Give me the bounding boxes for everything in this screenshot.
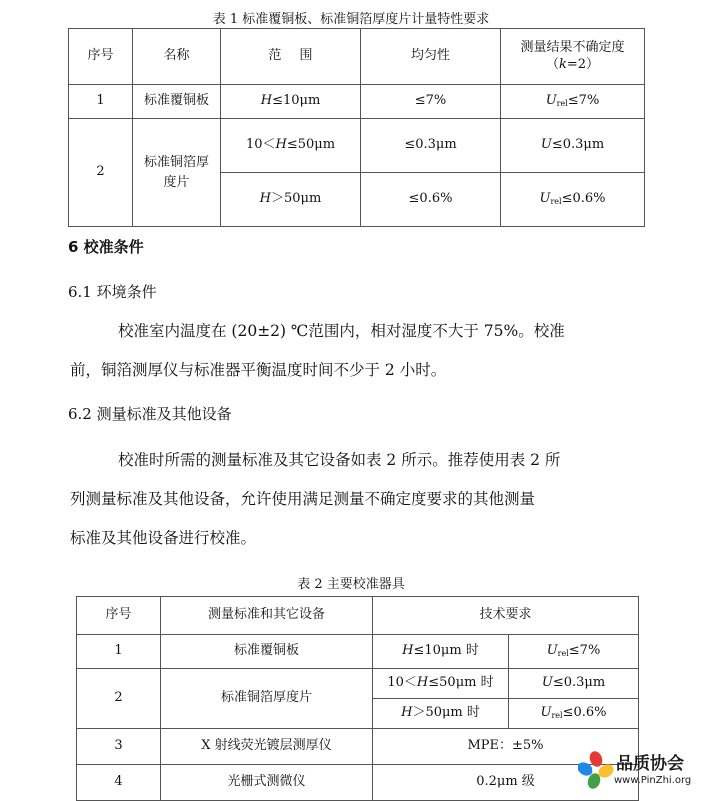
paragraph-line: 校准时所需的测量标准及其它设备如表 2 所示。推荐使用表 2 所: [118, 451, 561, 469]
row-uncertainty: U≤0.3μm: [501, 119, 645, 173]
table-row: [77, 635, 639, 669]
header-cell: 测量标准和其它设备: [161, 597, 373, 635]
paragraph-environment: [70, 312, 630, 390]
table-row: [69, 85, 645, 119]
paragraph-line: 列测量标准及其他设备，允许使用满足测量不确定度要求的其他测量: [70, 490, 536, 508]
subsection-title-6-1: 6.1 环境条件: [68, 283, 157, 301]
header-cell-uncertainty: [501, 29, 645, 85]
table-row: [77, 765, 639, 801]
row-name: 标准铜箔厚度片: [161, 669, 373, 729]
header-cell: 范 围: [221, 29, 361, 85]
row-uniformity: ≤0.6%: [361, 173, 501, 227]
row-uncertainty: $U_{rel}\le 0.6\%$: [501, 173, 645, 227]
header-cell: 序号: [69, 29, 133, 85]
watermark-logo: [578, 747, 702, 799]
paragraph-line: 前，铜箔测厚仪与标准器平衡温度时间不少于 2 小时。: [70, 361, 447, 379]
row-number: 2: [77, 669, 161, 729]
row-name: 标准覆铜板: [161, 635, 373, 669]
row-number: 1: [69, 85, 133, 119]
header-cell-text: 测量结果不确定度: [520, 40, 625, 56]
flower-logo-icon: [578, 747, 614, 795]
watermark-url: www.PinZhi.org: [614, 775, 692, 786]
header-cell: 序号: [77, 597, 161, 635]
row-name: 标准铜箔厚度片: [133, 119, 221, 227]
table1-header-row: [69, 29, 645, 85]
table-row: [69, 119, 645, 173]
row-uncertainty: U≤0.3μm: [509, 669, 639, 699]
table2-caption: 表 2 主要校准器具: [297, 577, 405, 592]
section-title: 6 校准条件: [68, 238, 144, 256]
row-range: 10＜H≤50μm: [221, 119, 361, 173]
paragraph-line: 标准及其他设备进行校准。: [70, 529, 257, 547]
row-requirement: H＞50μm 时: [373, 699, 509, 729]
header-cell: 技术要求: [373, 597, 639, 635]
paragraph-line: 校准室内温度在 (20±2) ℃范围内，相对湿度不大于 75%。校准: [118, 322, 565, 340]
subsection-title-6-2: 6.2 测量标准及其他设备: [68, 405, 232, 423]
row-number: 1: [77, 635, 161, 669]
table1-caption: 表 1 标准覆铜板、标准铜箔厚度片计量特性要求: [212, 12, 490, 27]
coverage-factor: （k=2）: [545, 56, 600, 72]
watermark-name: 品质协会: [616, 754, 684, 774]
row-number: 2: [69, 119, 133, 227]
table-row: [77, 669, 639, 699]
row-name: 光栅式测微仪: [161, 765, 373, 801]
table1: [68, 28, 645, 227]
row-number: 4: [77, 765, 161, 801]
row-uncertainty: $U_{rel}\le 7\%$: [509, 635, 639, 669]
row-requirement: MPE：±5%: [373, 729, 639, 765]
row-uncertainty: $U_{rel}\le 0.6\%$: [509, 699, 639, 729]
row-name: X 射线荧光镀层测厚仪: [161, 729, 373, 765]
header-cell: 均匀性: [361, 29, 501, 85]
row-range: H＞50μm: [221, 173, 361, 227]
row-number: 3: [77, 729, 161, 765]
header-cell: 名称: [133, 29, 221, 85]
row-range: H≤10μm: [221, 85, 361, 119]
row-uniformity: ≤0.3μm: [361, 119, 501, 173]
table2: [76, 596, 639, 801]
row-name: 标准覆铜板: [133, 85, 221, 119]
row-requirement: 10＜H≤50μm 时: [373, 669, 509, 699]
table-row: [77, 729, 639, 765]
row-requirement: 0.2μm 级: [373, 765, 639, 801]
row-uncertainty: $U_{rel}\le 7\%$: [501, 85, 645, 119]
row-requirement: H≤10μm 时: [373, 635, 509, 669]
row-uniformity: ≤7%: [361, 85, 501, 119]
paragraph-equipment: [70, 441, 630, 558]
table2-header-row: [77, 597, 639, 635]
